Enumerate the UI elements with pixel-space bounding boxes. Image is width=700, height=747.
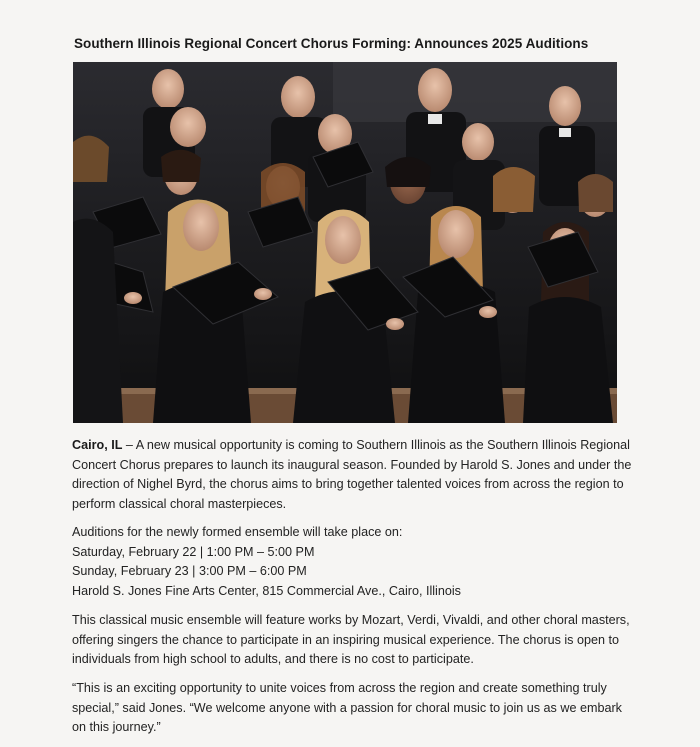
article-headline: Southern Illinois Regional Concert Chorus Forming: Announces 2025 Auditions	[74, 36, 589, 51]
choir-photo	[73, 62, 617, 423]
audition-date-1: Saturday, February 22 | 1:00 PM – 5:00 PM	[72, 544, 315, 559]
auditions-intro: Auditions for the newly formed ensemble will take place on:	[72, 525, 403, 539]
audition-date-2: Sunday, February 23 | 3:00 PM – 6:00 PM	[72, 564, 307, 579]
audition-venue: Harold S. Jones Fine Arts Center, 815 Commercial Ave., Cairo, Illinois	[72, 583, 461, 598]
ensemble-paragraph: This classical music ensemble will feature works by Mozart, Verdi, Vivaldi, and other choral masters, offering singers the chance to participate in an inspiring musical experience. The chorus is open to individuals from high school to adults, and there is no cost to participate.	[72, 613, 630, 667]
intro-text: – A new musical opportunity is coming to Southern Illinois as the Southern Illinois Regional Concert Chorus prepares to launch its inaugural season. Founded by Harold S. Jones and under the direction of Nighel Byrd, the chorus aims to bring together talented voices from across the region to perform classical choral masterpieces.	[72, 438, 632, 511]
quote-paragraph: “This is an exciting opportunity to unite voices from across the region and create something truly special,” said Jones. “We welcome anyone with a passion for choral music to join us as we embark on this journey.”	[72, 681, 622, 735]
auditions-block	[72, 523, 632, 601]
dateline: Cairo, IL	[72, 438, 123, 452]
intro-paragraph	[72, 436, 632, 514]
